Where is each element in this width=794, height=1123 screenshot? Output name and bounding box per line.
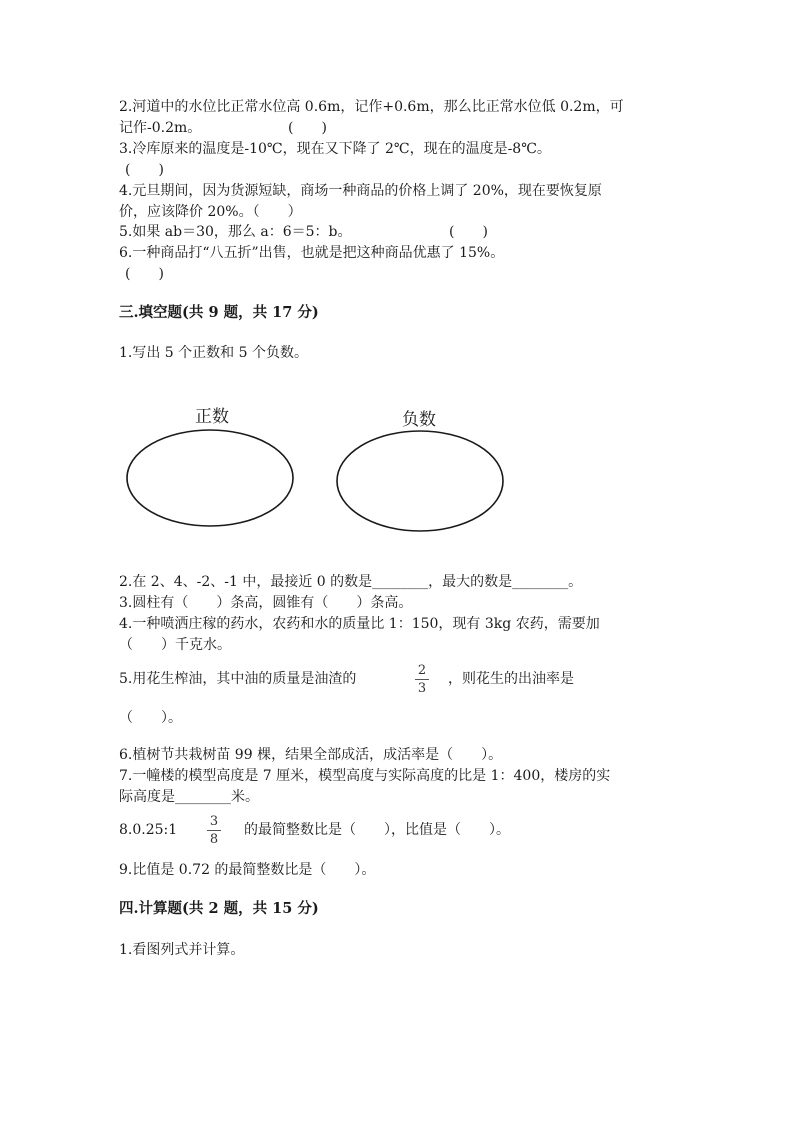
fill-q5-line2: （ ）。 [119,710,182,726]
fill-q8-fraction [207,815,221,847]
negative-numbers-oval [337,431,503,531]
fill-q4-line1: 4.一种喷洒庄稼的药水，农药和水的质量比 1：150，现有 3kg 农药，需要加 [119,616,600,632]
fraction-numerator: 2 [417,663,427,678]
fraction-denominator: 3 [417,681,427,696]
fill-q7-line1: 7.一幢楼的模型高度是 7 厘米，模型高度与实际高度的比是 1：400，楼房的实 [119,768,611,784]
judge-q2-line1: 2.河道中的水位比正常水位高 0.6m，记作+0.6m，那么比正常水位低 0.2m，可 [119,99,624,115]
judge-q3-answer-blank[interactable]: ( ) [125,162,164,178]
fraction-denominator: 8 [209,832,219,847]
section3-heading: 三.填空题(共 9 题，共 17 分) [119,304,319,321]
positive-numbers-label: 正数 [195,407,229,427]
fill-q6: 6.植树节共栽树苗 99 棵，结果全部成活，成活率是（ ）。 [119,747,503,763]
fraction-numerator: 3 [209,814,219,829]
judge-q4-line2: 价，应该降价 20%。（ ） [119,204,302,220]
judge-q2-line2: 记作-0.2m。 [119,120,202,136]
section4-heading: 四.计算题(共 2 题，共 15 分) [119,900,319,917]
fill-q8-text-after: 的最简整数比是（ ），比值是（ ）。 [244,822,510,838]
judge-q3-line1: 3.冷库原来的温度是-10℃，现在又下降了 2℃，现在的温度是-8℃。 [119,141,551,157]
positive-numbers-oval [127,430,293,526]
fill-q3: 3.圆柱有（ ）条高，圆锥有（ ）条高。 [119,595,413,611]
judge-q6-answer-blank[interactable]: ( ) [125,266,164,282]
fill-q2: 2.在 2、4、-2、-1 中，最接近 0 的数是________，最大的数是________。 [119,574,583,590]
judge-q5-answer-blank[interactable]: ( ) [449,224,488,240]
judge-q5-line1: 5.如果 ab＝30，那么 a：6＝5：b。 [119,224,352,240]
fill-q9: 9.比值是 0.72 的最简整数比是（ ）。 [119,862,376,878]
fill-q1: 1.写出 5 个正数和 5 个负数。 [119,345,308,361]
fill-q8-text-before: 8.0.25:1 [119,822,178,838]
calc-q1: 1.看图列式并计算。 [119,942,245,958]
fill-q7-line2: 际高度是________米。 [119,789,259,805]
fill-q5-text-after: ，则花生的出油率是 [448,671,574,687]
judge-q6-line1: 6.一种商品打“八五折”出售，也就是把这种商品优惠了 15%。 [119,245,505,261]
judge-q2-answer-blank[interactable]: ( ) [288,120,327,136]
fill-q5-fraction [415,664,429,696]
negative-numbers-label: 负数 [402,410,436,430]
fill-q4-line2: （ ）千克水。 [119,637,231,653]
judge-q4-line1: 4.元旦期间，因为货源短缺，商场一种商品的价格上调了 20%，现在要恢复原 [119,183,602,199]
fill-q5-text-before: 5.用花生榨油，其中油的质量是油渣的 [119,671,357,687]
